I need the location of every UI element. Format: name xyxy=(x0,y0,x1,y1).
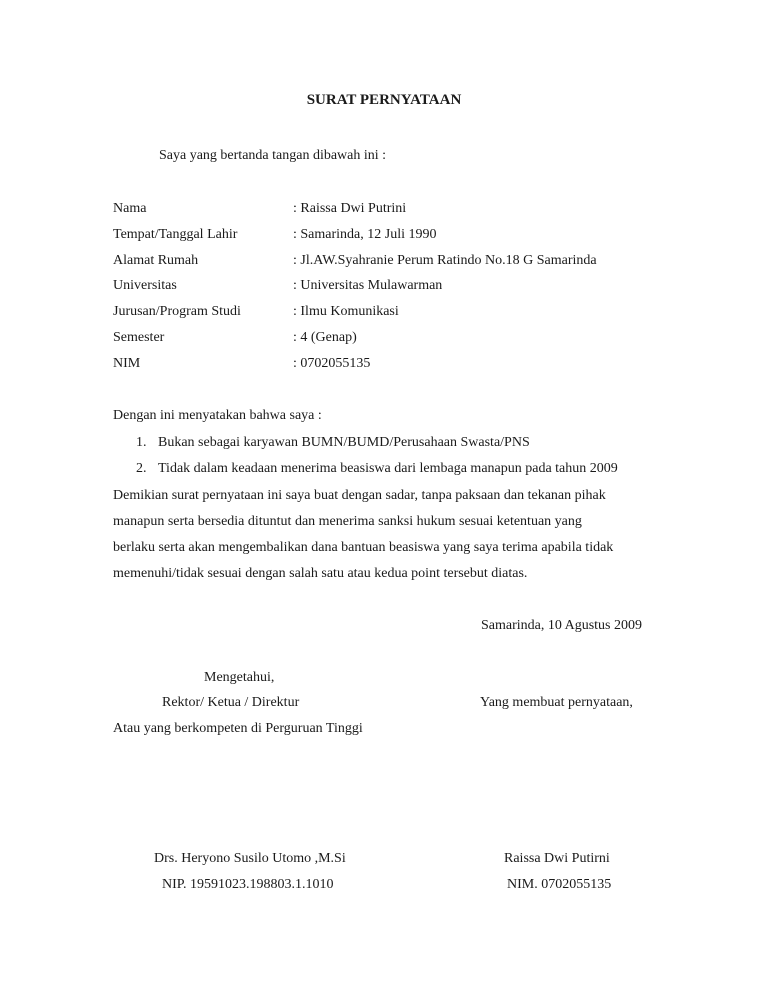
statement-intro: Dengan ini menyatakan bahwa saya : xyxy=(113,408,322,423)
field-value-alamat: : Jl.AW.Syahranie Perum Ratindo No.18 G Samarinda xyxy=(293,253,597,268)
right-sign-nim: NIM. 0702055135 xyxy=(507,877,612,892)
field-label-semester: Semester xyxy=(113,330,165,345)
statement-number: 2. xyxy=(136,461,147,476)
field-value-universitas: : Universitas Mulawarman xyxy=(293,278,443,293)
field-value-jurusan: : Ilmu Komunikasi xyxy=(293,304,399,319)
statement-text: Bukan sebagai karyawan BUMN/BUMD/Perusahaan Swasta/PNS xyxy=(158,435,530,450)
left-sign-role-alt: Atau yang berkompeten di Perguruan Tinggi xyxy=(113,721,363,736)
document-title: SURAT PERNYATAAN xyxy=(306,92,462,108)
left-sign-name: Drs. Heryono Susilo Utomo ,M.Si xyxy=(154,851,346,866)
field-value-nim: : 0702055135 xyxy=(293,356,371,371)
right-sign-role: Yang membuat pernyataan, xyxy=(480,695,633,710)
left-sign-role: Rektor/ Ketua / Direktur xyxy=(162,695,300,710)
closing-line: berlaku serta akan mengembalikan dana bantuan beasiswa yang saya terima apabila tidak xyxy=(113,540,614,555)
field-label-nama: Nama xyxy=(113,201,147,216)
closing-line: Demikian surat pernyataan ini saya buat dengan sadar, tanpa paksaan dan tekanan pihak xyxy=(113,488,606,503)
place-date: Samarinda, 10 Agustus 2009 xyxy=(481,618,642,633)
statement-number: 1. xyxy=(136,435,147,450)
field-value-ttl: : Samarinda, 12 Juli 1990 xyxy=(293,227,437,242)
field-label-ttl: Tempat/Tanggal Lahir xyxy=(113,227,238,242)
field-label-alamat: Alamat Rumah xyxy=(113,253,199,268)
field-label-universitas: Universitas xyxy=(113,278,177,293)
field-label-jurusan: Jurusan/Program Studi xyxy=(113,304,241,319)
closing-line: manapun serta bersedia dituntut dan menerima sanksi hukum sesuai ketentuan yang xyxy=(113,514,582,529)
left-sign-heading: Mengetahui, xyxy=(204,670,275,685)
field-label-nim: NIM xyxy=(113,356,141,371)
closing-line: memenuhi/tidak sesuai dengan salah satu atau kedua point tersebut diatas. xyxy=(113,566,528,581)
field-value-nama: : Raissa Dwi Putrini xyxy=(293,201,407,216)
right-sign-name: Raissa Dwi Putirni xyxy=(504,851,610,866)
left-sign-nip: NIP. 19591023.198803.1.1010 xyxy=(162,877,334,892)
statement-text: Tidak dalam keadaan menerima beasiswa dari lembaga manapun pada tahun 2009 xyxy=(158,461,618,476)
intro-text: Saya yang bertanda tangan dibawah ini : xyxy=(159,148,387,163)
field-value-semester: : 4 (Genap) xyxy=(293,330,357,345)
